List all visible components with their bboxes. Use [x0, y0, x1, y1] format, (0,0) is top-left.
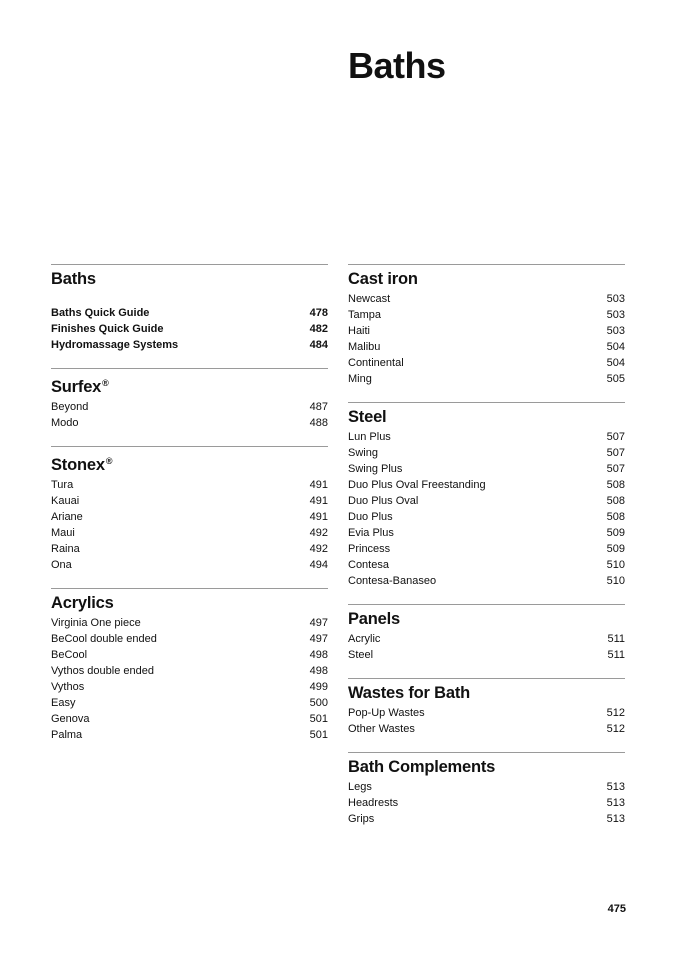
toc-entry-name: Vythos: [51, 681, 85, 693]
toc-entry[interactable]: [348, 705, 625, 721]
toc-entry-name: Headrests: [348, 797, 399, 809]
toc-entry-name: Kauai: [51, 495, 80, 507]
toc-entry[interactable]: [348, 307, 625, 323]
toc-entry-list: [51, 615, 328, 743]
toc-entry-name: Genova: [51, 713, 90, 725]
toc-section-acrylics: [51, 588, 328, 743]
toc-entry[interactable]: [348, 461, 625, 477]
toc-entry-name: Evia Plus: [348, 527, 394, 539]
section-title-text: Panels: [348, 610, 400, 628]
toc-entry-page: 497: [309, 617, 328, 629]
toc-entry-name: Tampa: [348, 309, 382, 321]
section-title: [51, 447, 328, 477]
toc-entry[interactable]: [348, 795, 625, 811]
toc-entry-page: 505: [606, 373, 625, 385]
toc-entry[interactable]: [51, 557, 328, 573]
toc-section-panels: [348, 604, 625, 663]
toc-entry-name: Vythos double ended: [51, 665, 154, 677]
section-title-text: Bath Complements: [348, 758, 496, 776]
toc-entry-page: 513: [606, 813, 625, 825]
toc-entry-name: BeCool: [51, 649, 88, 661]
toc-entry-name: Duo Plus: [348, 511, 393, 523]
toc-entry-list: [51, 477, 328, 573]
toc-entry-page: 491: [309, 479, 328, 491]
toc-entry-page: 507: [606, 447, 625, 459]
section-title-text: Acrylics: [51, 594, 114, 612]
toc-entry-page: 487: [309, 401, 328, 413]
toc-entry[interactable]: [51, 695, 328, 711]
toc-entry-name: Other Wastes: [348, 723, 415, 735]
toc-left-column: [51, 264, 328, 758]
toc-entry-name: Steel: [348, 649, 374, 661]
toc-entry-list: [348, 429, 625, 589]
registered-mark: ®: [105, 456, 113, 466]
toc-entry[interactable]: [348, 647, 625, 663]
toc-entry-name: Pop-Up Wastes: [348, 707, 425, 719]
toc-entry[interactable]: [51, 305, 328, 321]
page-title: Baths: [348, 45, 446, 86]
toc-entry[interactable]: [348, 355, 625, 371]
toc-entry-name: Grips: [348, 813, 375, 825]
toc-entry-name: Virginia One piece: [51, 617, 141, 629]
toc-entry[interactable]: [348, 779, 625, 795]
toc-entry-list: [51, 399, 328, 431]
toc-section-wastes-for-bath: [348, 678, 625, 737]
toc-entry-page: 501: [309, 713, 328, 725]
toc-entry[interactable]: [348, 339, 625, 355]
toc-entry-name: Newcast: [348, 293, 391, 305]
toc-entry[interactable]: [348, 509, 625, 525]
toc-entry-page: 500: [309, 697, 328, 709]
toc-entry-page: 491: [309, 495, 328, 507]
toc-entry[interactable]: [348, 323, 625, 339]
toc-entry[interactable]: [51, 525, 328, 541]
toc-entry[interactable]: [51, 727, 328, 743]
toc-entry-page: 498: [309, 649, 328, 661]
toc-entry-name: Legs: [348, 781, 372, 793]
toc-entry-page: 503: [606, 309, 625, 321]
toc-entry-name: Duo Plus Oval Freestanding: [348, 479, 486, 491]
toc-entry-page: 504: [606, 357, 625, 369]
toc-entry-page: 492: [309, 527, 328, 539]
toc-section-bath-complements: [348, 752, 625, 827]
toc-entry-name: Tura: [51, 479, 74, 491]
toc-entry-page: 504: [606, 341, 625, 353]
toc-entry-page: 508: [606, 511, 625, 523]
toc-entry-page: 512: [606, 707, 625, 719]
toc-entry-name: Ming: [348, 373, 372, 385]
toc-entry[interactable]: [51, 337, 328, 353]
section-title-text: Cast iron: [348, 270, 418, 288]
toc-entry[interactable]: [348, 445, 625, 461]
toc-entry-page: 512: [606, 723, 625, 735]
section-title: [348, 605, 625, 631]
toc-entry-page: 509: [606, 527, 625, 539]
section-title: [348, 679, 625, 705]
toc-entry-page: 503: [606, 293, 625, 305]
section-title: [51, 265, 328, 291]
toc-entry-name: Duo Plus Oval: [348, 495, 419, 507]
toc-entry[interactable]: [51, 711, 328, 727]
toc-entry[interactable]: [51, 679, 328, 695]
toc-entry-page: 499: [309, 681, 328, 693]
toc-entry-page: 501: [309, 729, 328, 741]
toc-entry-page: 498: [309, 665, 328, 677]
toc-entry-name: Ariane: [51, 511, 83, 523]
toc-entry-page: 513: [606, 781, 625, 793]
toc-entry-page: 508: [606, 479, 625, 491]
toc-entry-page: 494: [309, 559, 328, 571]
toc-entry-name: Finishes Quick Guide: [51, 323, 164, 335]
toc-entry-list: [348, 291, 625, 387]
toc-section-surfex: [51, 368, 328, 431]
toc-entry[interactable]: [51, 509, 328, 525]
toc-entry-page: 507: [606, 431, 625, 443]
toc-entry-name: Malibu: [348, 341, 381, 353]
toc-entry-name: Lun Plus: [348, 431, 391, 443]
toc-entry[interactable]: [51, 477, 328, 493]
section-title-text: Surfex: [51, 378, 102, 396]
toc-entry[interactable]: [348, 291, 625, 307]
toc-entry[interactable]: [51, 493, 328, 509]
toc-entry-list: [348, 779, 625, 827]
toc-entry[interactable]: [348, 721, 625, 737]
toc-entry-name: Beyond: [51, 401, 89, 413]
toc-entry-name: Acrylic: [348, 633, 381, 645]
page-number: 475: [607, 903, 626, 915]
section-title-text: Steel: [348, 408, 387, 426]
toc-entry-page: 510: [606, 575, 625, 587]
toc-entry-page: 508: [606, 495, 625, 507]
toc-entry-page: 509: [606, 543, 625, 555]
toc-entry[interactable]: [348, 541, 625, 557]
toc-entry-page: 507: [606, 463, 625, 475]
registered-mark: ®: [102, 378, 109, 388]
toc-entry-name: Contesa: [348, 559, 389, 571]
toc-entry[interactable]: [348, 811, 625, 827]
toc-entry-page: 510: [606, 559, 625, 571]
toc-entry-name: Easy: [51, 697, 76, 709]
toc-entry-page: 492: [309, 543, 328, 555]
toc-section-baths: [51, 264, 328, 353]
toc-entry-name: Palma: [51, 729, 83, 741]
section-title-text: Baths: [51, 270, 96, 288]
toc-entry[interactable]: [51, 541, 328, 557]
toc-section-steel: [348, 402, 625, 589]
toc-entry[interactable]: [348, 525, 625, 541]
toc-entry-list: [348, 705, 625, 737]
toc-entry-name: Hydromassage Systems: [51, 339, 179, 351]
toc-entry[interactable]: [51, 321, 328, 337]
toc-entry[interactable]: [51, 399, 328, 415]
toc-entry-page: 478: [309, 307, 328, 319]
toc-entry-name: Maui: [51, 527, 75, 539]
section-title-text: Wastes for Bath: [348, 684, 470, 702]
toc-entry-name: Baths Quick Guide: [51, 307, 150, 319]
toc-entry-list: [348, 631, 625, 663]
toc-entry[interactable]: [348, 573, 625, 589]
toc-entry-page: 482: [309, 323, 328, 335]
section-title-text: Stonex: [51, 456, 105, 474]
toc-entry-name: Raina: [51, 543, 80, 555]
toc-entry[interactable]: [348, 631, 625, 647]
toc-entry-name: Swing: [348, 447, 378, 459]
toc-entry-name: Ona: [51, 559, 72, 571]
toc-entry-name: Modo: [51, 417, 79, 429]
toc-section-stonex: [51, 446, 328, 573]
toc-entry-page: 484: [309, 339, 328, 351]
toc-entry-name: Continental: [348, 357, 404, 369]
toc-entry-list: [51, 305, 328, 353]
section-title: [51, 369, 328, 399]
toc-entry-page: 488: [309, 417, 328, 429]
toc-entry-name: Contesa-Banaseo: [348, 575, 437, 587]
toc-entry[interactable]: [348, 557, 625, 573]
toc-section-cast-iron: [348, 264, 625, 387]
toc-entry[interactable]: [348, 371, 625, 387]
toc-entry-page: 513: [606, 797, 625, 809]
toc-entry-page: 511: [607, 649, 625, 661]
toc-right-column: [348, 264, 625, 842]
toc-entry-name: Swing Plus: [348, 463, 403, 475]
section-title: [348, 753, 625, 779]
toc-entry-page: 503: [606, 325, 625, 337]
toc-entry-page: 491: [309, 511, 328, 523]
toc-entry-name: BeCool double ended: [51, 633, 157, 645]
toc-entry[interactable]: [51, 663, 328, 679]
toc-entry[interactable]: [348, 477, 625, 493]
toc-entry-page: 511: [607, 633, 625, 645]
toc-entry[interactable]: [348, 429, 625, 445]
section-title: [348, 265, 625, 291]
toc-entry[interactable]: [51, 415, 328, 431]
toc-entry[interactable]: [51, 615, 328, 631]
toc-entry[interactable]: [51, 647, 328, 663]
section-title: [51, 589, 328, 615]
toc-entry-name: Haiti: [348, 325, 371, 337]
section-title: [348, 403, 625, 429]
toc-entry-page: 497: [309, 633, 328, 645]
toc-entry[interactable]: [51, 631, 328, 647]
toc-entry[interactable]: [348, 493, 625, 509]
toc-entry-name: Princess: [348, 543, 391, 555]
